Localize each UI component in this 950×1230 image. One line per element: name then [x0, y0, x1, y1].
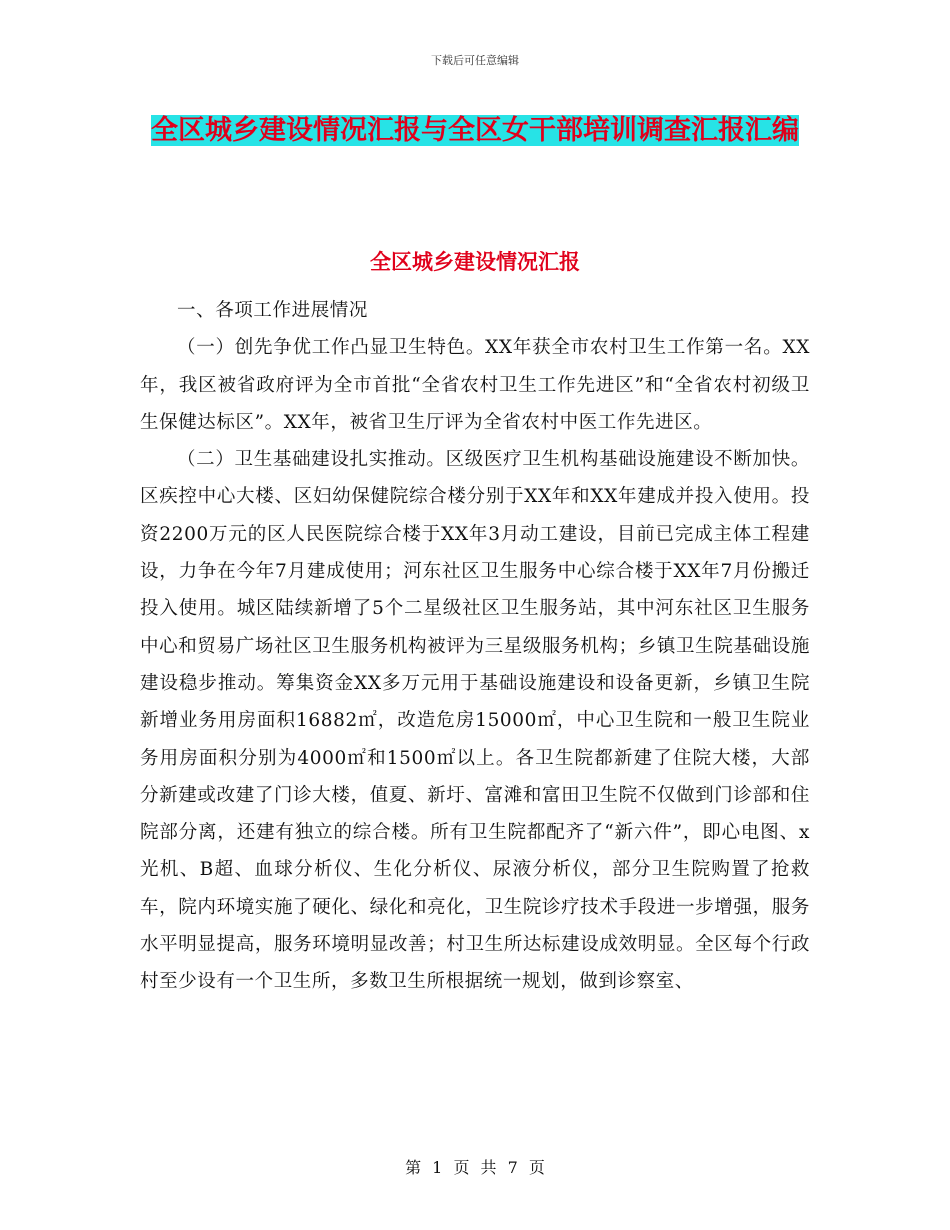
page-number-footer: 第 1 页 共 7 页 — [405, 1158, 545, 1177]
section-title: 全区城乡建设情况汇报 — [370, 250, 580, 274]
document-title-text: 全区城乡建设情况汇报与全区女干部培训调查汇报汇编 — [151, 115, 799, 146]
document-title — [140, 108, 810, 153]
paragraph-2: （二）卫生基础建设扎实推动。区级医疗卫生机构基础设施建设不断加快。区疾控中心大楼、区妇幼保健院综合楼分别于XX年和XX年建成并投入使用。投资2200万元的区人民医院综合楼于XX年3月动工建设，目前已完成主体工程建设，力争在今年7月建成使用；河东社区卫生服务中心综合楼于XX年7月份搬迁投入使用。城区陆续新增了5个二星级社区卫生服务站，其中河东社区卫生服务中心和贸易广场社区卫生服务机构被评为三星级服务机构；乡镇卫生院基础设施建设稳步推动。筹集资金XX多万元用于基础设施建设和设备更新，乡镇卫生院新增业务用房面积16882㎡，改造危房15000㎡，中心卫生院和一般卫生院业务用房面积分别为4000㎡和1500㎡以上。各卫生院都新建了住院大楼，大部分新建或改建了门诊大楼，值夏、新圩、富滩和富田卫生院不仅做到门诊部和住院部分离，还建有独立的综合楼。所有卫生院都配齐了“新六件”，即心电图、x光机、B超、血球分析仪、生化分析仪、尿液分析仪，部分卫生院购置了抢救车，院内环境实施了硬化、绿化和亮化，卫生院诊疗技术手段进一步增强，服务水平明显提高，服务环境明显改善；村卫生所达标建设成效明显。全区每个行政村至少设有一个卫生所，多数卫生所根据统一规划，做到诊察室、 — [140, 449, 810, 993]
document-body — [140, 292, 810, 1001]
paragraph-heading-1: 一、各项工作进展情况 — [177, 300, 369, 321]
paragraph-1: （一）创先争优工作凸显卫生特色。XX年获全市农村卫生工作第一名。XX年，我区被省政府评为全市首批“全省农村卫生工作先进区”和“全省农村初级卫生保健达标区”。XX年，被省卫生厅评为全省农村中医工作先进区。 — [140, 337, 810, 433]
page-header-note: 下载后可任意编辑 — [431, 54, 519, 67]
